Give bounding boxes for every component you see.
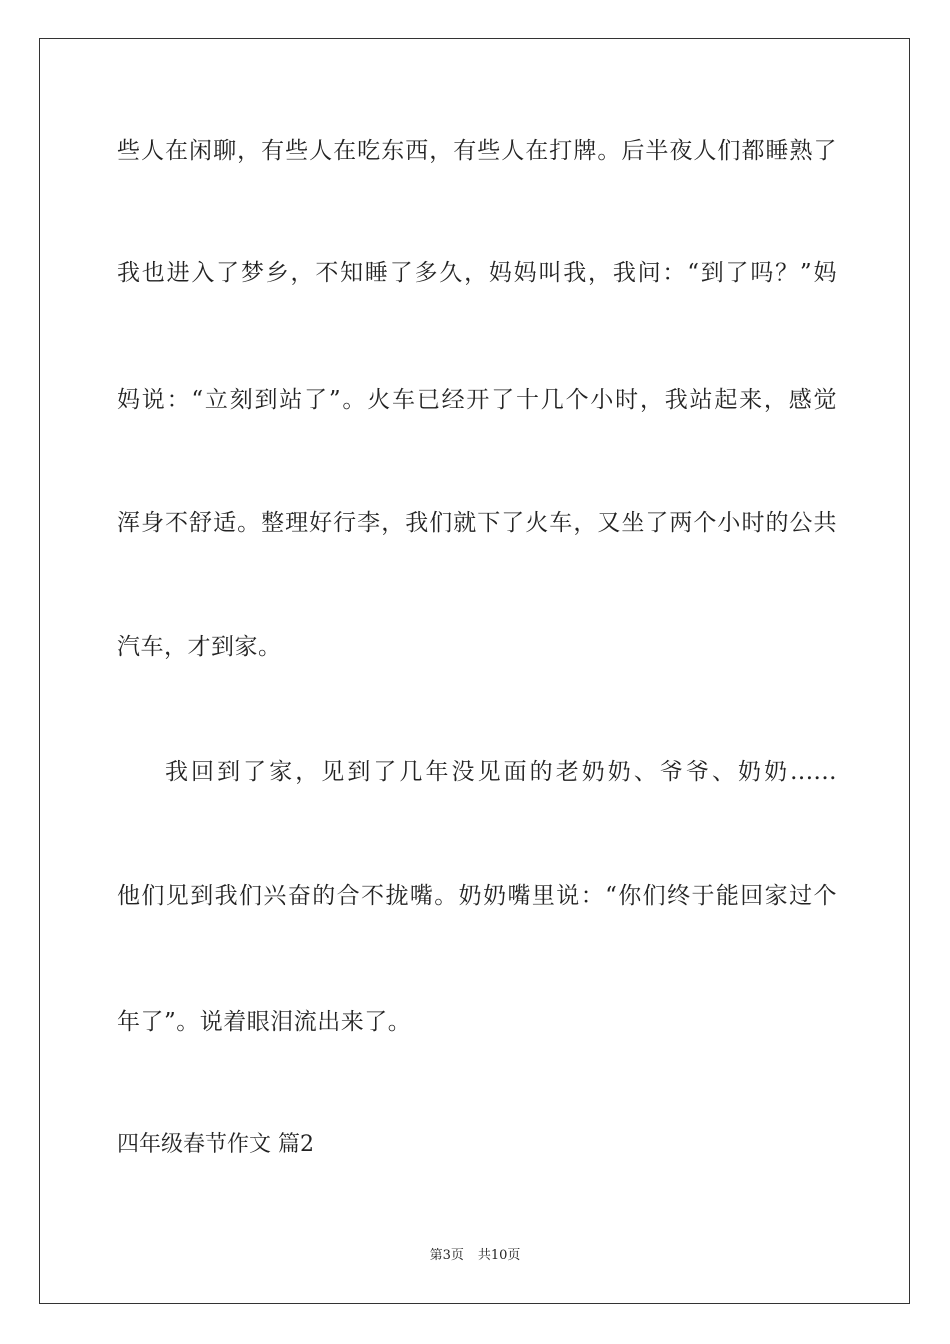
paragraph-line-5: 汽车，才到家。	[117, 634, 282, 660]
section-heading: 四年级春节作文 篇2	[117, 1132, 314, 1157]
paragraph-line-7: 他们见到我们兴奋的合不拢嘴。奶奶嘴里说：“你们终于能回家过个	[117, 883, 837, 909]
page-footer	[0, 1247, 950, 1265]
page-border	[39, 38, 910, 1304]
page-number: 第3页	[429, 1248, 464, 1263]
paragraph-line-4: 浑身不舒适。整理好行李，我们就下了火车，又坐了两个小时的公共	[117, 510, 837, 536]
paragraph-line-1: 些人在闲聊，有些人在吃东西，有些人在打牌。后半夜人们都睡熟了	[117, 138, 837, 164]
page-total: 共10页	[477, 1248, 521, 1263]
paragraph-line-3: 妈说：“立刻到站了”。火车已经开了十几个小时，我站起来，感觉	[117, 387, 837, 413]
paragraph-line-2: 我也进入了梦乡，不知睡了多久，妈妈叫我，我问：“到了吗？”妈	[117, 260, 837, 286]
paragraph-line-8: 年了”。说着眼泪流出来了。	[117, 1009, 412, 1035]
paragraph-line-6: 我回到了家，见到了几年没见面的老奶奶、爷爷、奶奶......	[165, 759, 837, 785]
